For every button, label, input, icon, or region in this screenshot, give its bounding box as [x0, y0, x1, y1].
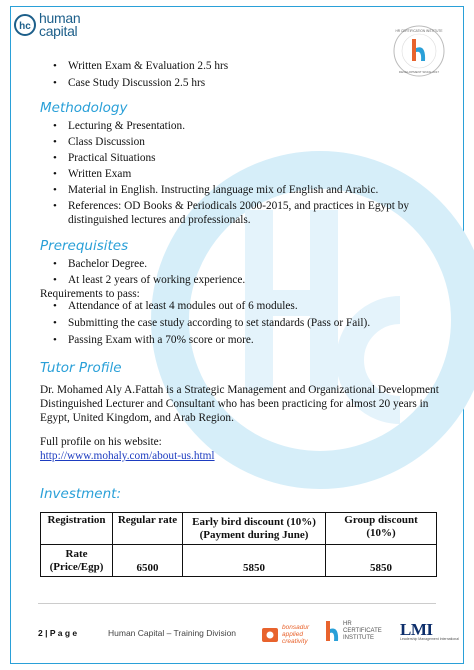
list-item: • Written Exam: [68, 167, 438, 181]
footer-divider: [38, 603, 436, 604]
page-number: [38, 628, 77, 638]
lmi-logo: [400, 620, 459, 641]
lmi-logo-text: LMI: [400, 620, 433, 639]
methodology-heading: Methodology: [40, 100, 128, 116]
footer-center-text: Human Capital – Training Division: [108, 628, 237, 638]
list-item: • Bachelor Degree.: [68, 257, 438, 271]
page-number-label: | P a g e: [45, 628, 78, 638]
hrci-line-2: CERTIFICATE: [343, 627, 382, 634]
profile-link[interactable]: http://www.mohaly.com/about-us.html: [40, 450, 215, 462]
table-header-cell: Group discount (10%): [326, 513, 437, 545]
tutor-line: Distinguished Lecturer and Consultant who has been practicing for almost 20 years in: [40, 398, 429, 410]
profile-link-row: [40, 449, 440, 463]
bonsadur-line-3: creativity: [282, 638, 308, 645]
list-item: • Submitting the case study according to set standards (Pass or Fail).: [68, 316, 438, 330]
full-profile-label: Full profile on his website:: [40, 436, 162, 448]
tutor-profile-heading: Tutor Profile: [40, 360, 122, 376]
table-cell: 6500: [113, 545, 183, 577]
list-item: • Attendance of at least 4 modules out of 6 modules.: [68, 299, 438, 313]
list-item: • Passing Exam with a 70% score or more.: [68, 333, 438, 347]
logo-line-2: capital: [39, 23, 78, 39]
list-item: • Written Exam & Evaluation 2.5 hrs: [68, 59, 438, 73]
page-number-value: 2: [38, 628, 43, 638]
bonsadur-logo-icon: [262, 626, 280, 644]
table-row: [41, 545, 437, 577]
hr-h-logo-icon: [325, 620, 341, 642]
hc-logo-icon: [14, 14, 36, 36]
table-header-cell: [183, 513, 326, 545]
investment-heading: Investment:: [40, 486, 122, 502]
rate-unit-label: (Price/Egp): [49, 560, 104, 573]
bonsadur-line-2: applied: [282, 631, 303, 638]
list-item: • At least 2 years of working experience.: [68, 273, 438, 287]
prerequisites-heading: Prerequisites: [40, 238, 129, 254]
early-bird-sub-label: (Payment during June): [199, 528, 309, 541]
hrci-line-1: HR: [343, 620, 352, 627]
table-cell: [41, 545, 113, 577]
early-bird-label: Early bird discount (10%): [192, 515, 316, 528]
investment-table: [40, 512, 437, 577]
table-cell: 5850: [183, 545, 326, 577]
hrci-line-3: INSTITUTE: [343, 634, 374, 641]
list-item: • Practical Situations: [68, 151, 438, 165]
list-item: • Material in English. Instructing language mix of English and Arabic.: [68, 183, 438, 197]
tutor-line: Dr. Mohamed Aly A.Fattah is a Strategic Management and Organizational Development: [40, 384, 439, 396]
table-header-cell: Regular rate: [113, 513, 183, 545]
list-item: • Class Discussion: [68, 135, 438, 149]
logo-line-1: human: [39, 10, 81, 26]
svg-text:hc: hc: [19, 21, 31, 32]
list-item: • Lecturing & Presentation.: [68, 119, 438, 133]
bonsadur-line-1: bonsadur: [282, 624, 310, 631]
seal-top-text: HR CERTIFICATION INSTITUTE: [395, 29, 443, 33]
list-item: • References: OD Books & Periodicals 2000-2015, and practices in Egypt by: [68, 199, 438, 213]
seal-bottom-text: DEVELOPMENT SINCE 2017: [398, 70, 440, 74]
list-item: • Case Study Discussion 2.5 hrs: [68, 76, 438, 90]
human-capital-logo: [14, 12, 80, 38]
table-header-cell: Registration: [41, 513, 113, 545]
hr-certificate-institute-logo: [325, 620, 382, 642]
table-cell: 5850: [326, 545, 437, 577]
pass-requirements-label: Requirements to pass:: [40, 288, 140, 300]
tutor-line: Egypt, United Kingdom, and Arab Region.: [40, 412, 234, 424]
methodology-continuation: distinguished lectures and professionals.: [68, 214, 251, 226]
rate-label: Rate: [65, 547, 88, 560]
lmi-logo-subtext: Leadership Management International: [400, 637, 459, 641]
bonsadur-logo: [262, 624, 309, 645]
table-header-row: [41, 513, 437, 545]
